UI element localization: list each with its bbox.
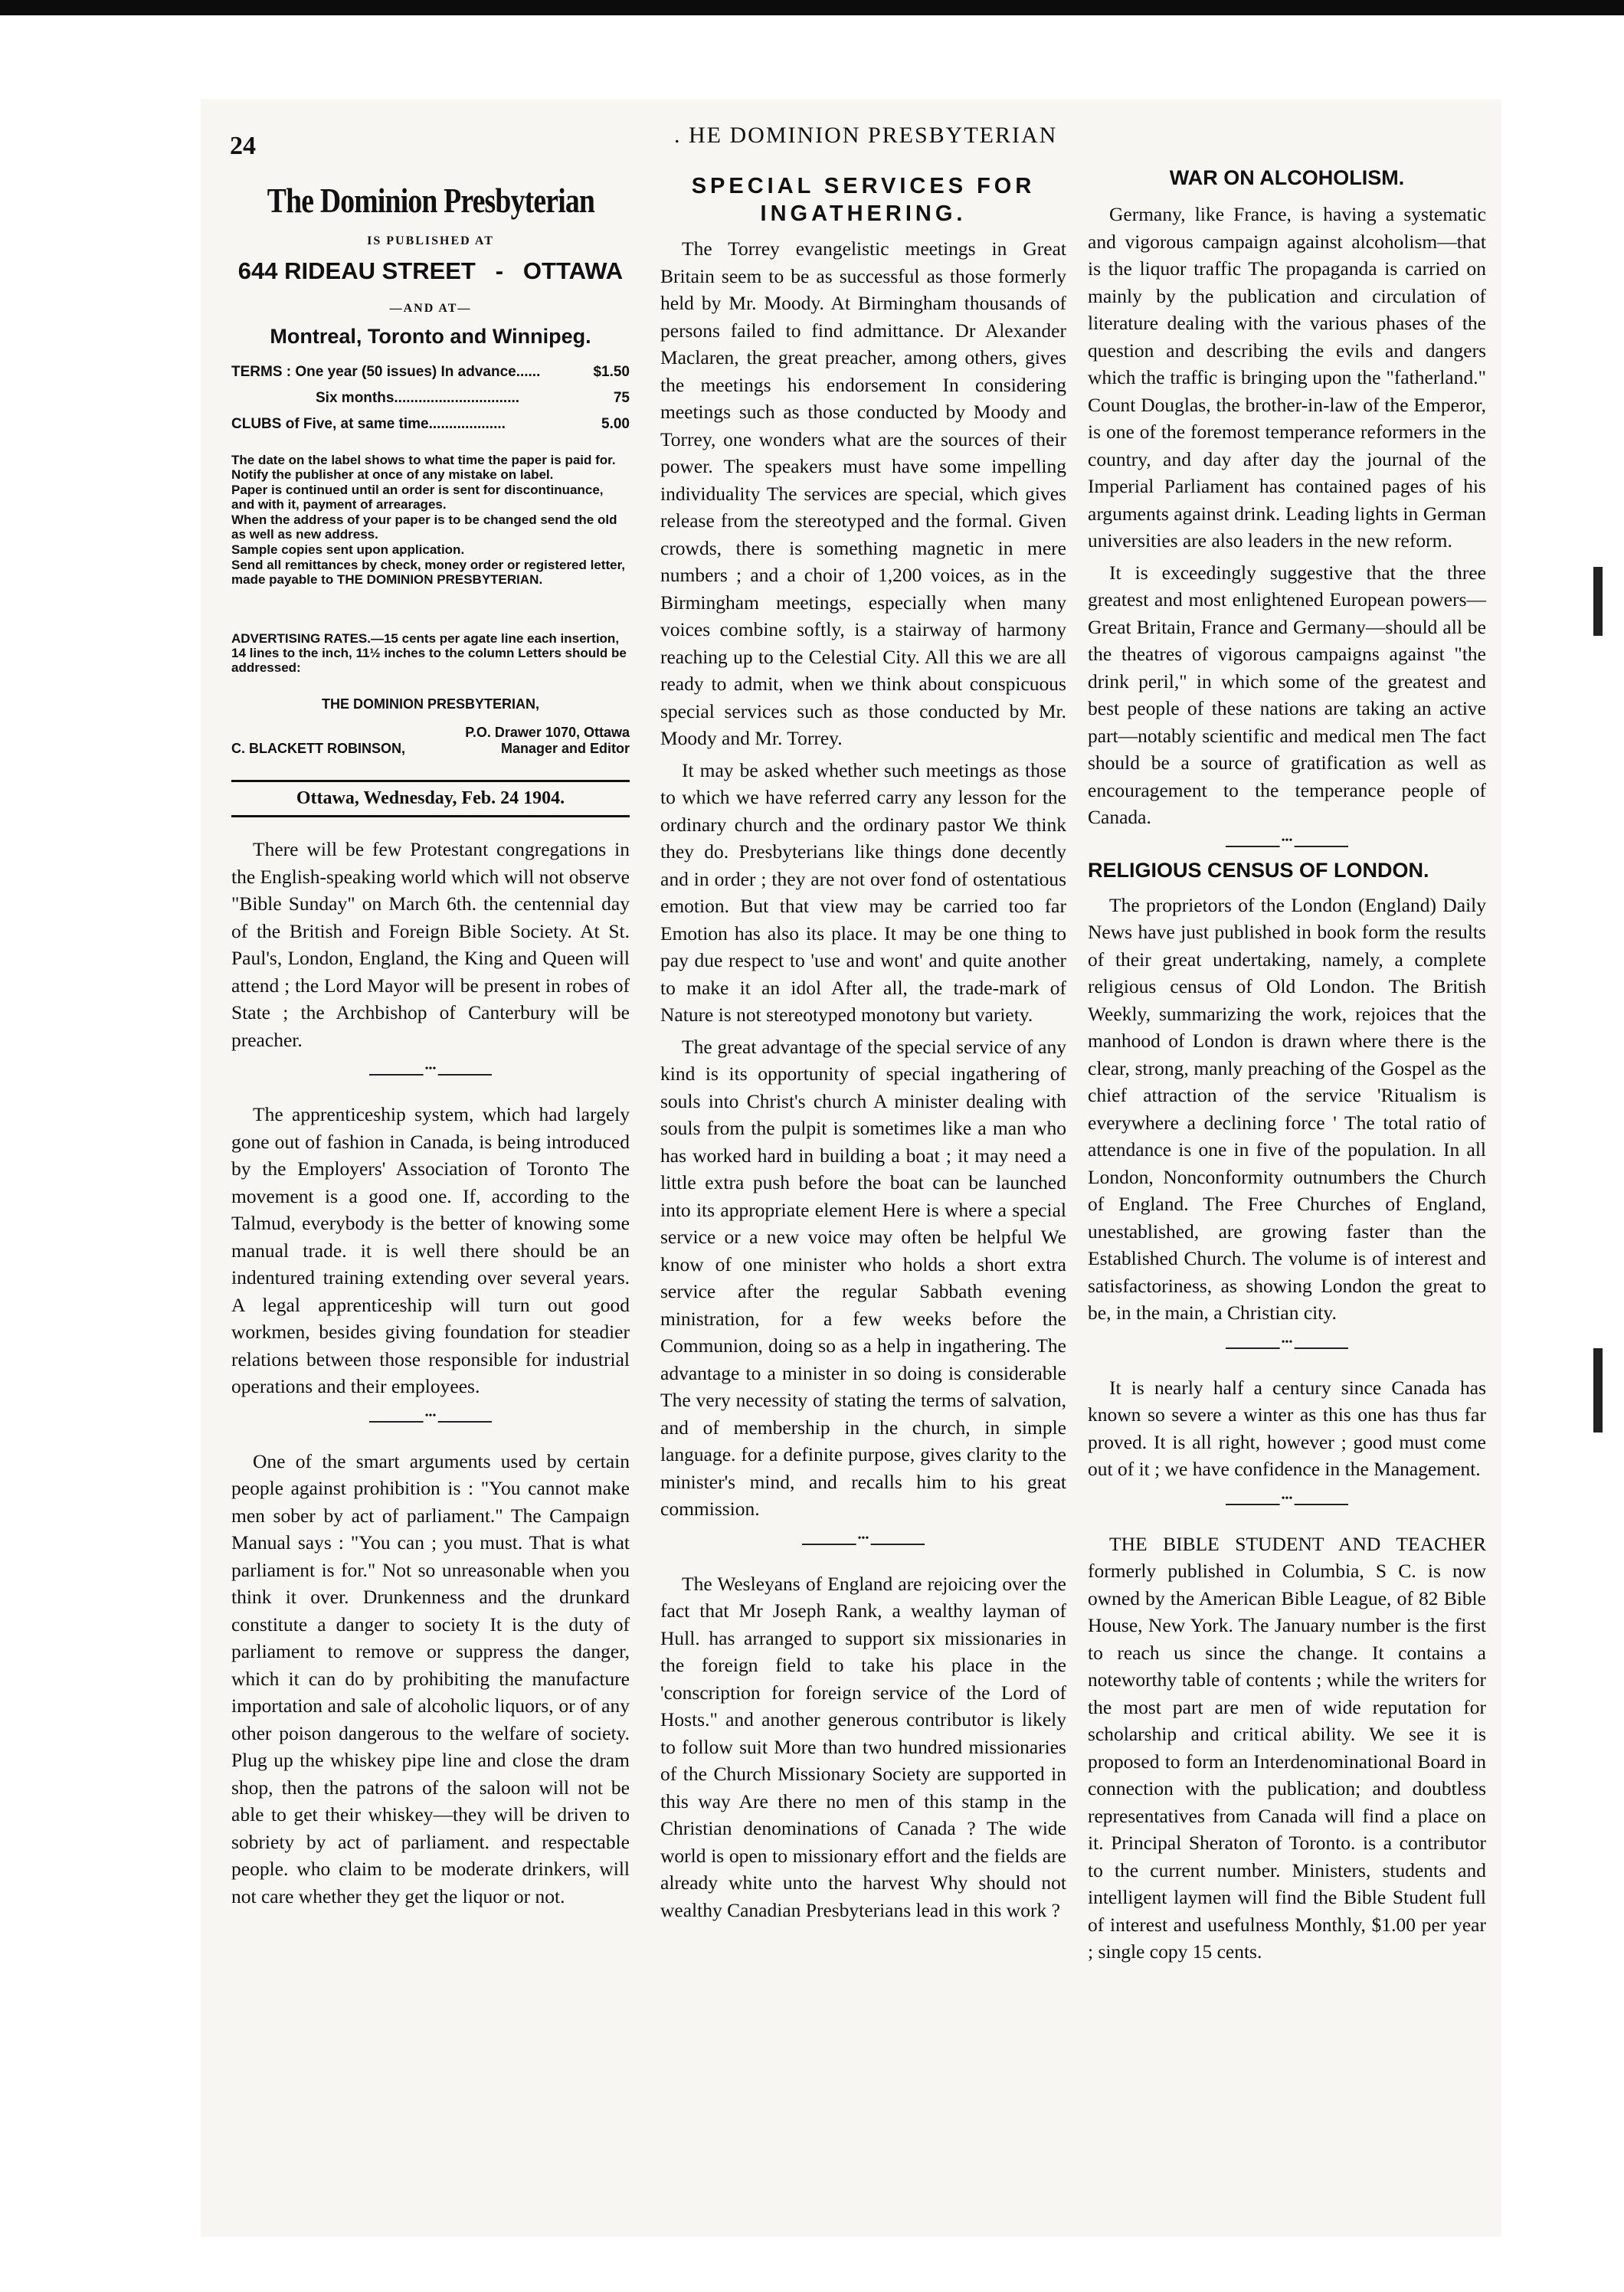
terms-value: 5.00 — [601, 416, 630, 432]
paragraph: There will be few Protestant congregations in the English-speaking world which will not observe "Bible Sunday" on March 6th. the centennial day of the British and Foreign Bible Society. At St. Paul's, London, England, the King and Queen will attend ; the Lord Mayor will be present in robes of State ; the Archbishop of Canterbury will be preacher. — [231, 838, 630, 1051]
paragraph: The apprenticeship system, which had largely gone out of fashion in Canada, is being introduced by the Employers' Association of Toronto The movement is a good one. If, according to the Talmud, everybody is the better of knowing some manual trade. it is well there should be an indentured training extending over several years. A legal apprenticeship will turn out good workmen, besides giving foundation for steadier relations between those responsible for industrial operations and their employees. — [231, 1103, 630, 1397]
terms-value: $1.50 — [593, 364, 630, 380]
advertising-rates: ADVERTISING RATES.—15 cents per agate line each insertion, 14 lines to the inch, 11½ inches to the column Letters should be addressed: — [231, 631, 627, 675]
terms-row — [231, 364, 630, 381]
section-separator — [369, 1417, 492, 1426]
article-prohibition — [231, 1448, 630, 1911]
scan-top-band — [0, 0, 1624, 15]
editor-line — [231, 741, 630, 757]
running-head: . HE DOMINION PRESBYTERIAN — [674, 123, 1058, 148]
masthead-address — [231, 257, 630, 285]
address-dash: - — [495, 257, 504, 284]
page-number: 24 — [230, 132, 256, 160]
paragraph: It is exceedingly suggestive that the three greatest and most enlightened European powers—Great Britain, France and Germany—should all be the theatres of vigorous campaigns against "the drink peril," in which some of the greatest and best people of these nations are taking an active part—notably scientific and medical men The fact should be a source of gratification as well as encouragement to the temperance people of Canada. — [1088, 561, 1486, 828]
terms-value: 75 — [613, 390, 630, 406]
section-separator — [1226, 842, 1348, 851]
paragraph: The Torrey evangelistic meetings in Great Britain seem to be as successful as those formerly held by Mr. Moody. At Birmingham thousands of persons failed to find admittance. Dr Alexander Maclaren, the great preacher, among others, gives the meetings his endorsement In considering meetings such as those conducted by Moody and Torrey, one wonders what are the sources of their power. The speakers must have some impelling individuality The services are special, which gives release from the stereotyped and the formal. Given crowds, there is something magnetic in mere numbers ; and a choir of 1,200 voices, as in the Birmingham meetings, especially when many voices combine softly, is a stairway of harmony reaching up to the Celestial City. All this we are all ready to admit, when we think about conspicuous special services such as those conducted by Mr. Moody and Mr. Torrey. — [660, 237, 1066, 749]
editor-name: C. BLACKETT ROBINSON, — [231, 741, 405, 756]
article-special-services — [660, 235, 1066, 1523]
paragraph: The proprietors of the London (England) Daily News have just published in book form the results of their great undertaking, namely, a complete religious census of Old London. The British Weekly, summarizing the work, rejoices that the manhood of London is drawn where there is the clear, strong, manly preaching of the Gospel as the chief attraction of the service 'Ritualism is everywhere a declining force ' The total ratio of attendance is one in five of the population. In all London, Nonconformity outnumbers the Church of England. The Free Churches of England, unestablished, are growing faster than the Established Church. The volume is of interest and satisfactoriness, as showing London the great to be, in the main, a Christian city. — [1088, 893, 1486, 1324]
terms-row — [231, 416, 630, 433]
published-at: IS PUBLISHED AT — [367, 234, 494, 247]
terms-label: TERMS : One year (50 issues) In advance...... — [231, 364, 541, 380]
paragraph: It may be asked whether such meetings as those to which we have referred carry any lesson for the ordinary church and the ordinary pastor We think they do. Presbyterians like things done decently and in order ; they are not over fond of ostentatious emotion. But that view may be carried too far Emotion has also its place. It may be one thing to pay due respect to 'use and wont' and quite another to make it an idol After all, the trade-mark of Nature is not stereotyped monotony but variety. — [660, 758, 1066, 1026]
page-edge-mark — [1593, 567, 1603, 636]
paragraph: THE BIBLE STUDENT AND TEACHER formerly published in Columbia, S C. is now owned by the American Bible League, of 82 Bible House, New York. The January number is the first to reach us since the change. It contains a noteworthy table of contents ; while the writers for the most part are men of wide reputation for scholarship and critical ability. We see it is proposed to form an Interdenominational Board in connection with the publication; and doubtless representatives from Canada will find a place on it. Principal Sheraton of Toronto. is a contributor to the current number. Ministers, students and intelligent laymen will find the Bible Student full of interest and usefulness Monthly, $1.00 per year ; single copy 15 cents. — [1088, 1532, 1486, 1963]
page-edge-mark — [1593, 1348, 1603, 1432]
terms-label: CLUBS of Five, at same time................... — [231, 416, 506, 432]
notice: Send all remittances by check, money order or registered letter, made payable to THE DOMINION PRESBYTERIAN. — [231, 558, 625, 587]
and-at: —AND AT— — [389, 302, 472, 315]
editor-role: Manager and Editor — [500, 741, 630, 756]
section-separator — [1226, 1344, 1348, 1353]
dateline: Ottawa, Wednesday, Feb. 24 1904. — [231, 780, 630, 817]
section-separator — [802, 1540, 925, 1549]
cities: Montreal, Toronto and Winnipeg. — [270, 325, 591, 348]
paragraph: Germany, like France, is having a systematic and vigorous campaign against alcoholism—that is the liquor traffic The propaganda is carried on mainly by the publication and circulation of literature dealing with the various phases of the question and describing the evils and dangers which the traffic is bringing upon the "fatherland." Count Douglas, the brother-in-law of the Emperor, is one of the foremost temperance reformers in the country, and day after day the journal of the Imperial Parliament has contained pages of his arguments against drink. Leading lights in German universities are also leaders in the new reform. — [1088, 203, 1486, 552]
address-street: 644 RIDEAU STREET — [237, 257, 476, 284]
terms-row — [231, 390, 630, 407]
article-heading: WAR ON ALCOHOLISM. — [1169, 166, 1405, 189]
article-heading: SPECIAL SERVICES FOR INGATHERING. — [691, 174, 1036, 226]
article-heading: RELIGIOUS CENSUS OF LONDON. — [1088, 858, 1429, 882]
notice: The date on the label shows to what time the paper is paid for. Notify the publisher at once of any mistake on label. — [231, 453, 616, 482]
terms-label: Six months............................... — [316, 390, 520, 406]
paragraph: One of the smart arguments used by certain people against prohibition is : "You cannot make men sober by act of parliament." The Campaign Manual says : "You can ; you must. That is what parliament is for." Not so unreasonable when you think it over. Drunkenness and the drunkard constitute a danger to society It is the duty of parliament to remove or suppress the danger, which it can do by prohibiting the manufacture importation and sale of alcoholic liquors, or of any other poison dangerous to the welfare of society. Plug up the whiskey pipe line and close the dram shop, then the patrons of the saloon will not be able to get their whiskey—they will be driven to sobriety by act of parliament. and respectable people. who claim to be moderate drinkers, will not care whether they get the liquor or not. — [231, 1449, 630, 1907]
column-1 — [231, 165, 630, 1914]
notice: When the address of your paper is to be changed send the old as well as new address. — [231, 512, 617, 542]
terms-block — [231, 364, 630, 433]
column-3 — [1088, 165, 1486, 1970]
section-separator — [1226, 1500, 1348, 1509]
article-apprenticeship — [231, 1101, 630, 1400]
article-bible-sunday — [231, 836, 630, 1053]
paragraph: The great advantage of the special service of any kind is its opportunity of special ingathering of souls into Christ's church A minister dealing with souls from the pulpit is sometimes like a man who has worked hard in building a boat ; it may need a little extra push before the boat can be launched into its appropriate element Here is where a special service or a new voice may often be helpful We know of one minister who holds a short extra service after the regular Sabbath evening ministration, for a few weeks before the Communion, doing so as a help in ingathering. The advantage to a minister in so doing is considerable The very necessity of stating the terms of salvation, and of membership in the church, in simple language. for a definite purpose, gives clarity to the minister's mind, and recalls him to his great commission. — [660, 1035, 1066, 1520]
section-separator — [369, 1070, 492, 1079]
masthead-title: The Dominion Presbyterian — [267, 181, 595, 220]
po-box: P.O. Drawer 1070, Ottawa — [465, 725, 630, 740]
paragraph: The Wesleyans of England are rejoicing over the fact that Mr Joseph Rank, a wealthy layman of Hull. has arranged to support six missionaries in the foreign field to take his place in the 'conscription for foreign service of the Lord of Hosts." and another generous contributor is likely to follow suit More than two hundred missionaries of the Church Missionary Society are supported in this way Are there no men of this stamp in the Christian denominations of Canada ? The wide world is open to missionary effort and the fields are already white unto the harvest Why should not wealthy Canadian Presbyterians lead in this work ? — [660, 1572, 1066, 1921]
paragraph: It is nearly half a century since Canada has known so severe a winter as this one has thus far proved. It is all right, however ; good must come out of it ; we have confidence in the Management. — [1088, 1376, 1486, 1480]
notice: Sample copies sent upon application. — [231, 542, 465, 557]
article-wesleyans — [660, 1570, 1066, 1924]
notices — [231, 453, 630, 587]
notice: Paper is continued until an order is sent for discontinuance, and with it, payment of arrearages. — [231, 483, 604, 512]
column-2 — [660, 165, 1066, 1928]
publisher-name: THE DOMINION PRESBYTERIAN, — [321, 696, 540, 712]
address-city: OTTAWA — [522, 257, 624, 284]
